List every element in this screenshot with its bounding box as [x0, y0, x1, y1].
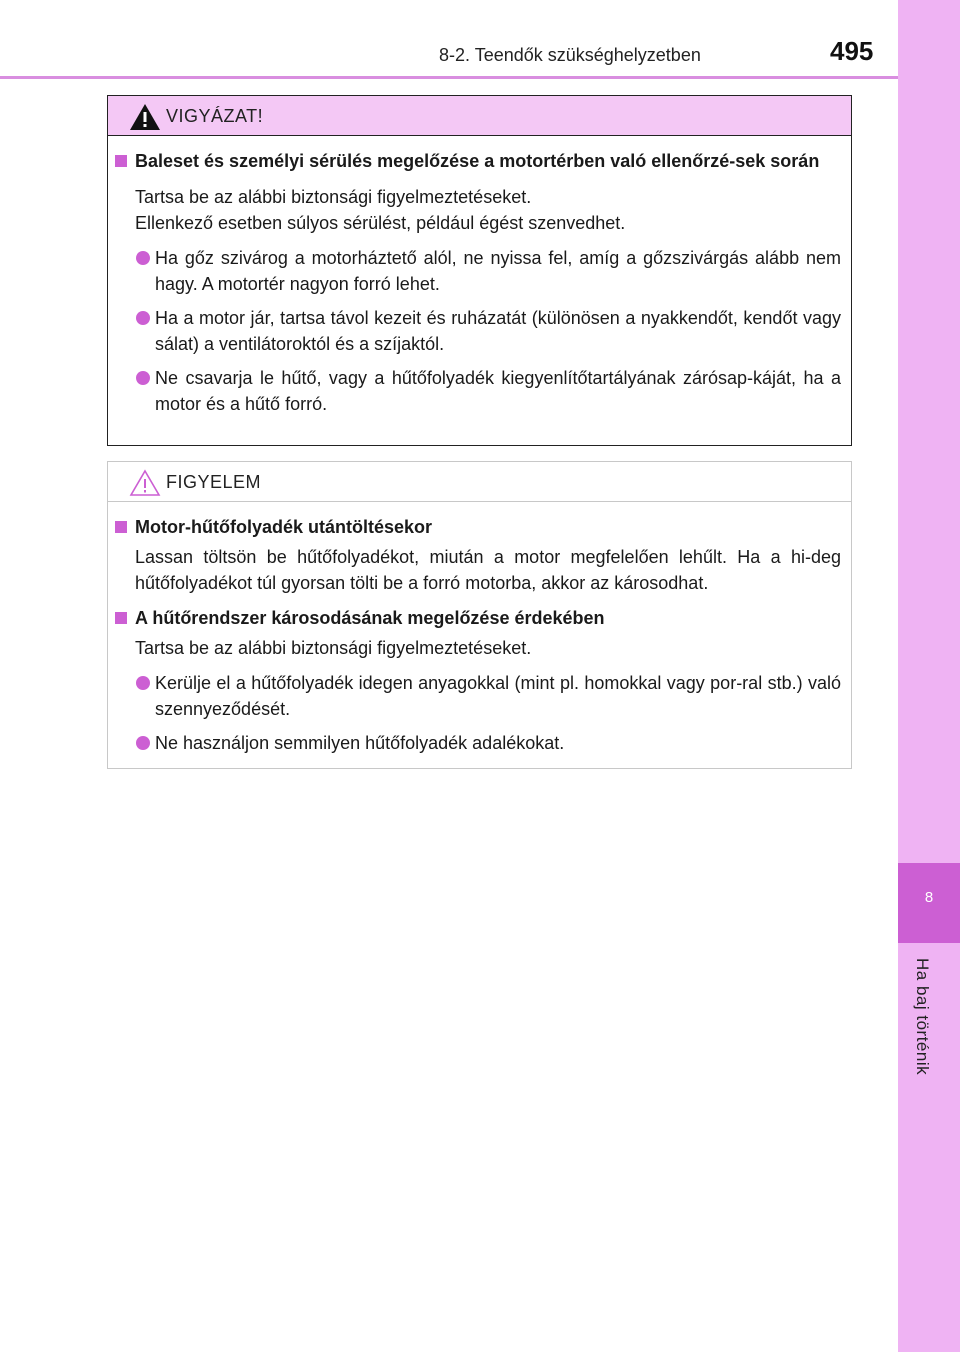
- notice-box-header: [108, 462, 851, 502]
- section-title: 8-2. Teendők szükséghelyzetben: [439, 45, 701, 65]
- warning-box-header: [108, 96, 851, 136]
- chapter-tab: [898, 863, 960, 943]
- warning-intro: [128, 184, 841, 236]
- round-bullet-icon: [136, 676, 150, 690]
- warning-intro-line: Ellenkező esetben súlyos sérülést, például égést szenvedhet.: [135, 213, 626, 233]
- page-number: 495: [830, 36, 874, 66]
- warning-triangle-outline-icon: [128, 468, 162, 498]
- square-bullet-icon: [115, 521, 127, 533]
- chapter-number: 8: [924, 889, 934, 906]
- list-item: Ha gőz szivárog a motorháztető alól, ne nyissa fel, amíg a gőzszivárgás alább nem hagy. A motortér nagyon forró lehet.: [128, 245, 841, 297]
- chapter-title: Ha baj történik: [913, 958, 932, 1076]
- notice-box-title: FIGYELEM: [166, 472, 262, 492]
- list-item: Kerülje el a hűtőfolyadék idegen anyagokkal (mint pl. homokkal vagy por-ral stb.) való szennyeződését.: [128, 670, 841, 722]
- warning-box-body: [108, 136, 851, 417]
- warning-heading: Baleset és személyi sérülés megelőzése a motortérben való ellenőrzé-sek során: [128, 148, 841, 174]
- notice-paragraph: Tartsa be az alábbi biztonsági figyelmeztetéseket.: [135, 638, 532, 658]
- notice-paragraph: Lassan töltsön be hűtőfolyadékot, miután a motor megfelelően lehűlt. Ha a hi-deg hűtőfolyadékot túl gyorsan tölti be a forró motorba, akkor az károsodhat.: [135, 547, 841, 593]
- round-bullet-icon: [136, 736, 150, 750]
- side-tab: [898, 0, 960, 1352]
- round-bullet-icon: [136, 311, 150, 325]
- square-bullet-icon: [115, 155, 127, 167]
- notice-box-body: [108, 502, 851, 756]
- notice-heading: A hűtőrendszer károsodásának megelőzése érdekében: [128, 605, 841, 631]
- notice-box: [107, 461, 852, 769]
- square-bullet-icon: [115, 612, 127, 624]
- round-bullet-icon: [136, 251, 150, 265]
- list-item: Ne használjon semmilyen hűtőfolyadék adalékokat.: [128, 730, 841, 756]
- warning-box: [107, 95, 852, 446]
- warning-triangle-filled-icon: [128, 102, 162, 132]
- warning-box-title: VIGYÁZAT!: [166, 106, 264, 126]
- warning-intro-line: Tartsa be az alábbi biztonsági figyelmeztetéseket.: [135, 187, 532, 207]
- header-rule: [0, 76, 898, 79]
- list-item: Ha a motor jár, tartsa távol kezeit és ruházatát (különösen a nyakkendőt, kendőt vagy sálat) a ventilátoroktól és a szíjaktól.: [128, 305, 841, 357]
- notice-heading: Motor-hűtőfolyadék utántöltésekor: [128, 514, 841, 540]
- round-bullet-icon: [136, 371, 150, 385]
- list-item: Ne csavarja le hűtő, vagy a hűtőfolyadék kiegyenlítőtartályának zárósap-káját, ha a motor és a hűtő forró.: [128, 365, 841, 417]
